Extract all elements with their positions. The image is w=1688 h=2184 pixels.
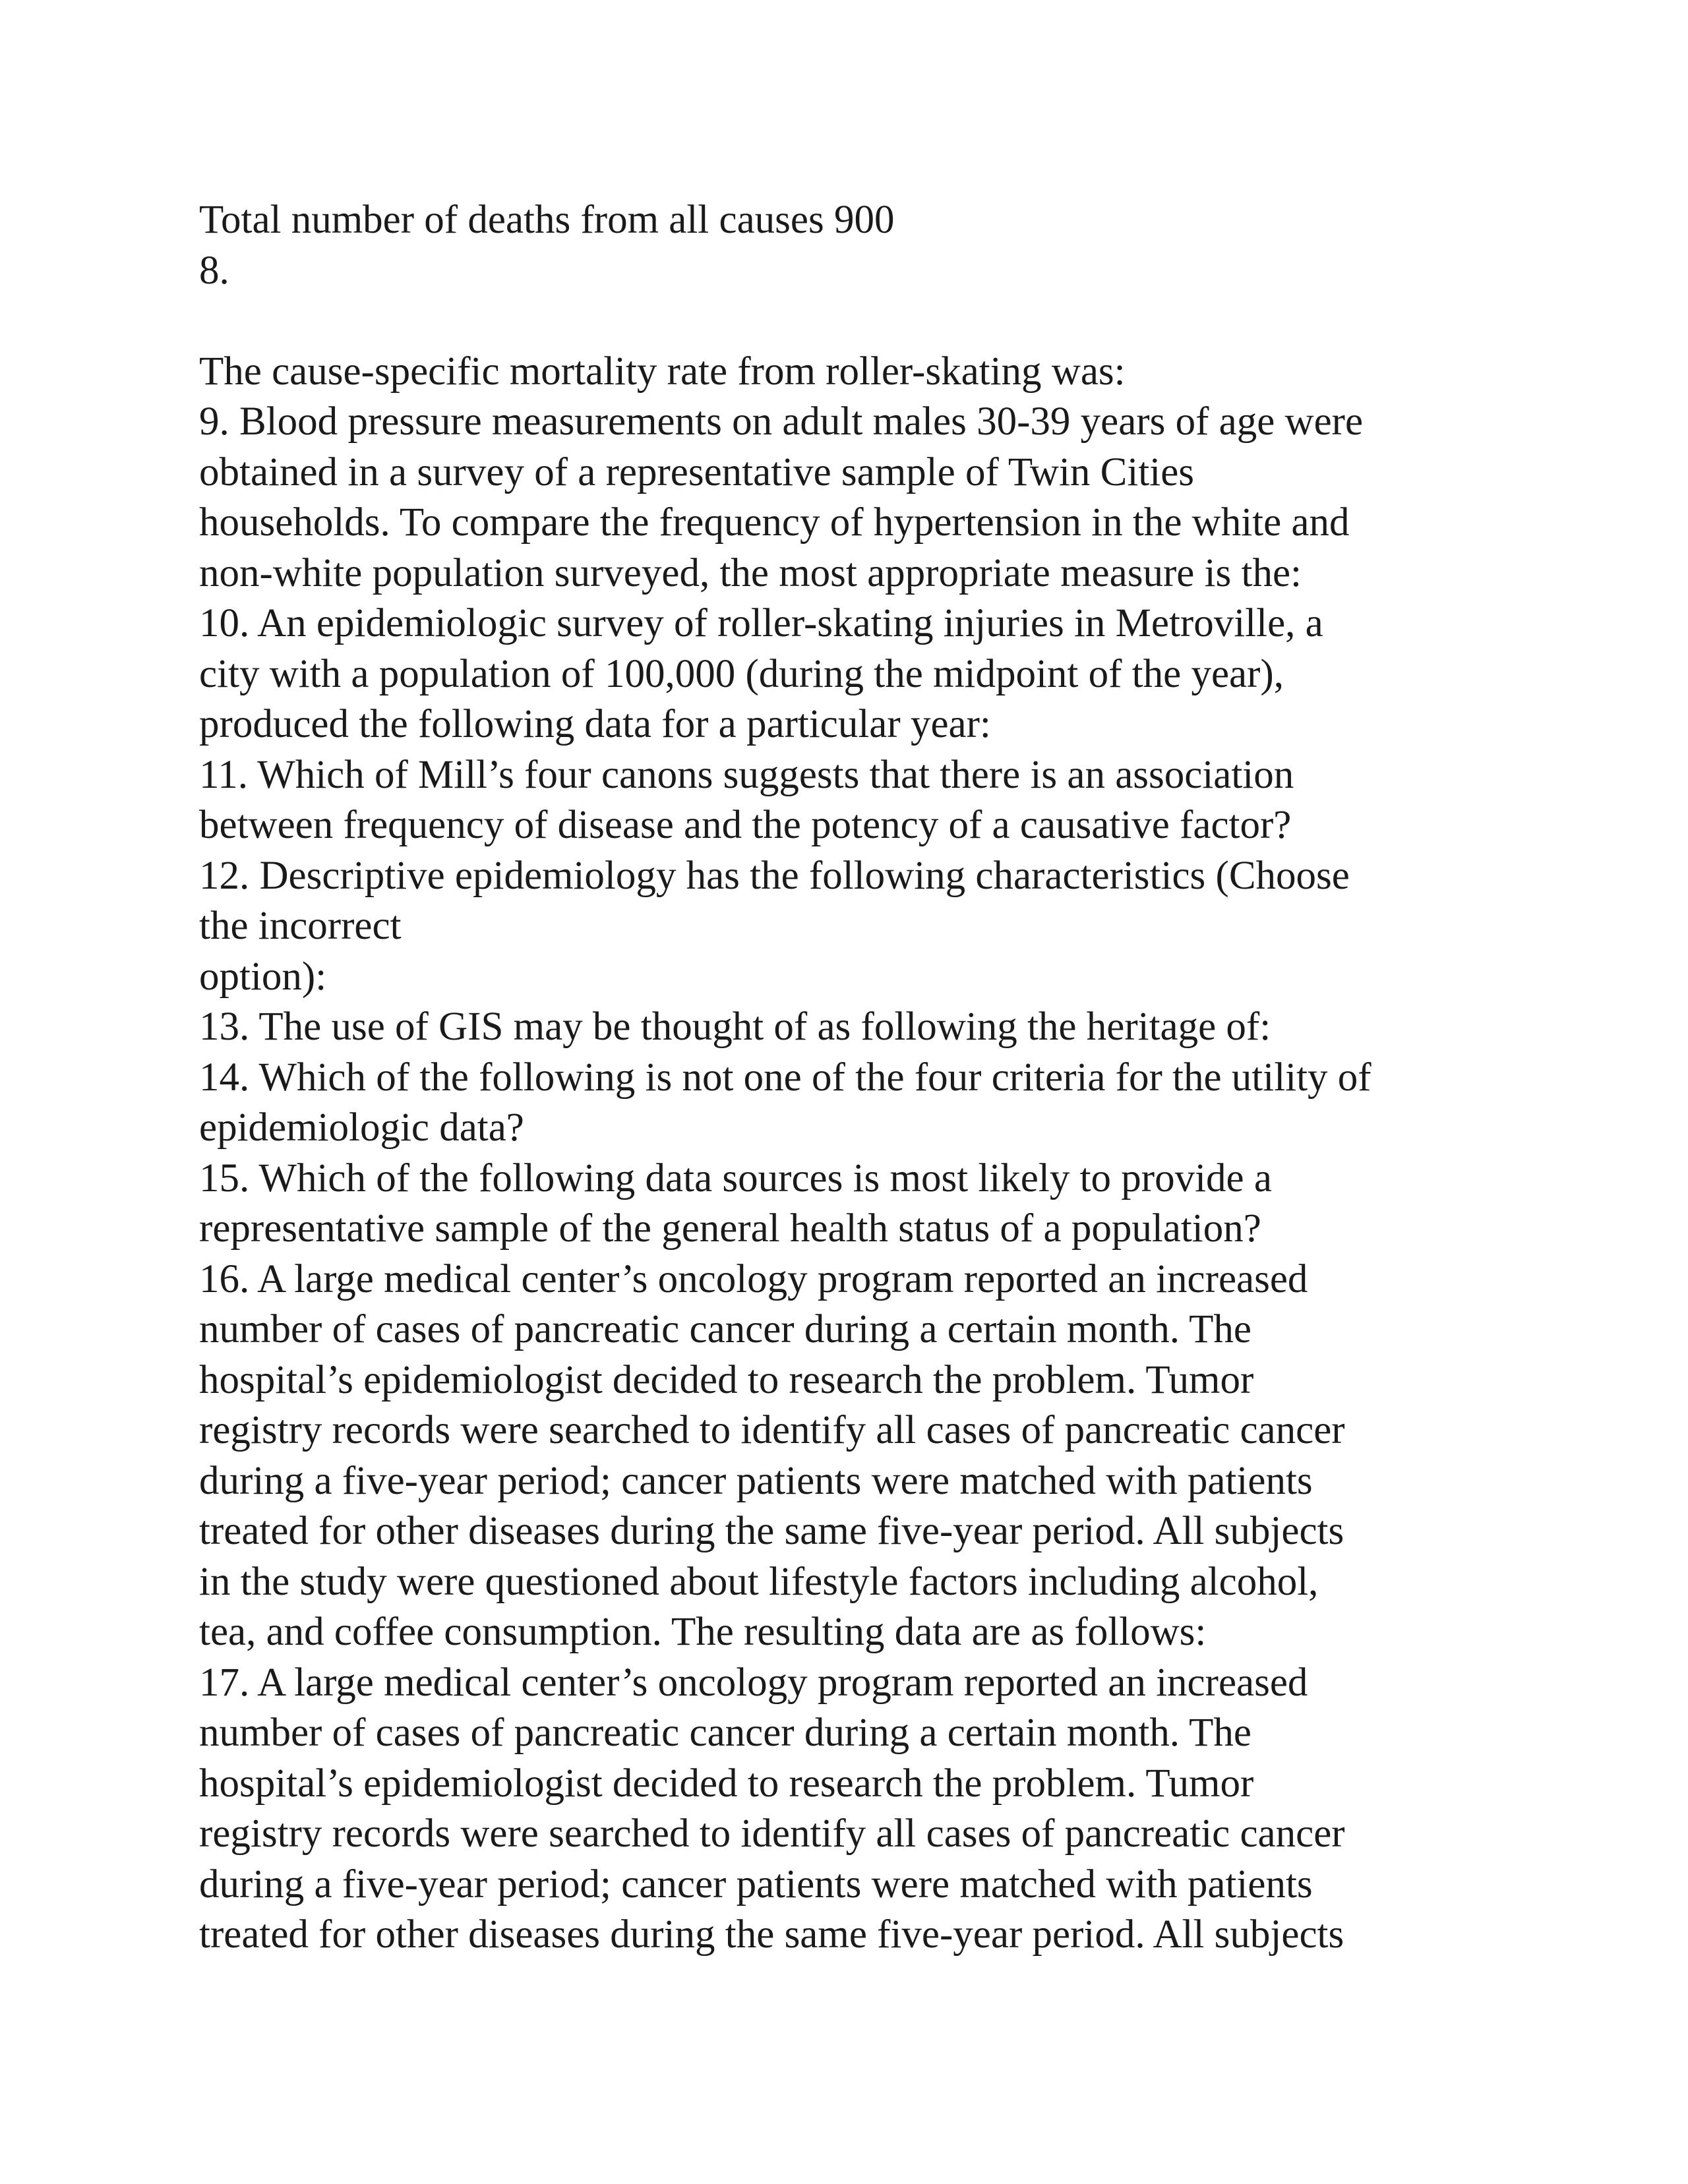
blank-line — [199, 296, 1518, 347]
text-line: 8. — [199, 248, 229, 293]
text-line: obtained in a survey of a representative sample of Twin Cities — [199, 450, 1195, 494]
text-line: during a five-year period; cancer patients were matched with patients — [199, 1862, 1313, 1906]
text-line: treated for other diseases during the same five-year period. All subjects — [199, 1509, 1344, 1553]
text-line: hospital’s epidemiologist decided to research the problem. Tumor — [199, 1357, 1254, 1402]
text-line: representative sample of the general health status of a population? — [199, 1206, 1261, 1251]
text-line: option): — [199, 954, 327, 999]
text-line: the incorrect — [199, 904, 402, 948]
text-line: during a five-year period; cancer patients were matched with patients — [199, 1458, 1313, 1503]
text-line: in the study were questioned about lifestyle factors including alcohol, — [199, 1559, 1319, 1604]
question-12-line: 12. Descriptive epidemiology has the following characteristics (Choose — [199, 853, 1350, 898]
text-line: produced the following data for a particular year: — [199, 702, 991, 746]
text-line: between frequency of disease and the potency of a causative factor? — [199, 803, 1292, 847]
text-line: number of cases of pancreatic cancer during a certain month. The — [199, 1711, 1252, 1755]
text-line: tea, and coffee consumption. The resulting data are as follows: — [199, 1610, 1207, 1654]
text-line: number of cases of pancreatic cancer during a certain month. The — [199, 1307, 1252, 1351]
question-9-line: 9. Blood pressure measurements on adult males 30-39 years of age were — [199, 399, 1364, 444]
question-13-line: 13. The use of GIS may be thought of as following the heritage of: — [199, 1005, 1271, 1049]
question-11-line: 11. Which of Mill’s four canons suggests that there is an association — [199, 752, 1294, 797]
text-line: treated for other diseases during the same five-year period. All subjects — [199, 1912, 1344, 1957]
text-line: epidemiologic data? — [199, 1106, 524, 1150]
text-line: The cause-specific mortality rate from roller-skating was: — [199, 349, 1126, 394]
question-17-line: 17. A large medical center’s oncology program reported an increased — [199, 1660, 1308, 1705]
text-line: registry records were searched to identify all cases of pancreatic cancer — [199, 1408, 1345, 1452]
text-line: registry records were searched to identify all cases of pancreatic cancer — [199, 1812, 1345, 1856]
question-14-line: 14. Which of the following is not one of the four criteria for the utility of — [199, 1055, 1372, 1100]
text-line: Total number of deaths from all causes 900 — [199, 198, 895, 242]
text-line: households. To compare the frequency of hypertension in the white and — [199, 500, 1350, 545]
document-text-block — [199, 195, 1518, 1961]
question-16-line: 16. A large medical center’s oncology program reported an increased — [199, 1256, 1308, 1301]
text-line: city with a population of 100,000 (during the midpoint of the year), — [199, 651, 1284, 696]
text-line: non-white population surveyed, the most appropriate measure is the: — [199, 550, 1302, 595]
question-15-line: 15. Which of the following data sources is most likely to provide a — [199, 1156, 1272, 1200]
text-line: hospital’s epidemiologist decided to research the problem. Tumor — [199, 1761, 1254, 1806]
question-10-line: 10. An epidemiologic survey of roller-skating injuries in Metroville, a — [199, 601, 1323, 645]
